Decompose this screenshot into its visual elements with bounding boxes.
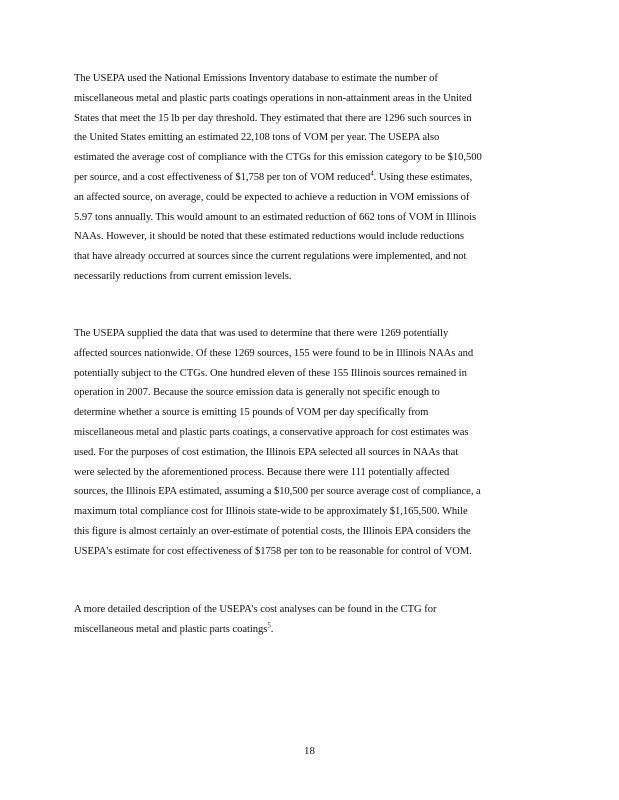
text-line-tail: . xyxy=(270,623,274,635)
text-line: estimated the average cost of compliance with the CTGs for this emission category to be $10,500 xyxy=(74,152,482,164)
text-line-tail: . Using these estimates, xyxy=(373,171,473,183)
text-line: The USEPA used the National Emissions Inventory database to estimate the number of xyxy=(74,73,438,84)
text-line: States that meet the 15 lb per day threshold. They estimated that there are 1296 such sources in xyxy=(74,112,472,124)
text-line: maximum total compliance cost for Illinois state-wide to be approximately $1,165,500. While xyxy=(74,506,468,518)
text-line: that have already occurred at sources since the current regulations were implemented, and not xyxy=(74,251,467,263)
text-line: miscellaneous metal and plastic parts coatings, a conservative approach for cost estimates was xyxy=(74,426,469,438)
text-line-head: miscellaneous metal and plastic parts coatings xyxy=(74,623,268,635)
paragraph-illinois-sources xyxy=(74,324,550,562)
text-line: NAAs. However, it should be noted that these estimated reductions would include reductions xyxy=(74,231,464,243)
paragraph-cost-estimates xyxy=(74,69,550,287)
text-line: this figure is almost certainly an over-estimate of potential costs, the Illinois EPA considers the xyxy=(74,525,471,537)
text-line: 5.97 tons annually. This would amount to an estimated reduction of 662 tons of VOM in Illinois xyxy=(74,211,477,223)
text-line: affected sources nationwide. Of these 1269 sources, 155 were found to be in Illinois NAAs and xyxy=(74,347,474,359)
paragraph-ctg-reference xyxy=(74,600,550,640)
text-line xyxy=(74,620,550,640)
page-number: 18 xyxy=(304,745,315,757)
text-line: the United States emitting an estimated 22,108 tons of VOM per year. The USEPA also xyxy=(74,132,440,144)
text-line xyxy=(74,168,550,188)
text-line: an affected source, on average, could be expected to achieve a reduction in VOM emissions of xyxy=(74,191,470,203)
text-line: necessarily reductions from current emission levels. xyxy=(74,270,292,282)
text-line: The USEPA supplied the data that was used to determine that there were 1269 potentially xyxy=(74,328,449,339)
footnote-reference: 4 xyxy=(370,169,374,178)
text-line: USEPA's estimate for cost effectiveness of $1758 per ton to be reasonable for control of VOM. xyxy=(74,545,472,557)
text-line: used. For the purposes of cost estimation, the Illinois EPA selected all sources in NAAs that xyxy=(74,446,459,458)
text-line: potentially subject to the CTGs. One hundred eleven of these 155 Illinois sources remained in xyxy=(74,367,467,379)
text-line: determine whether a source is emitting 15 pounds of VOM per day specifically from xyxy=(74,407,429,419)
text-line: A more detailed description of the USEPA's cost analyses can be found in the CTG for xyxy=(74,604,437,615)
text-line: were selected by the aforementioned process. Because there were 111 potentially affected xyxy=(74,466,450,478)
text-line: sources, the Illinois EPA estimated, assuming a $10,500 per source average cost of compliance, a xyxy=(74,486,481,498)
text-line: miscellaneous metal and plastic parts coatings operations in non-attainment areas in the United xyxy=(74,92,472,104)
footnote-reference: 5 xyxy=(267,621,271,630)
text-line: operation in 2007. Because the source emission data is generally not specific enough to xyxy=(74,387,440,399)
text-line-head: per source, and a cost effectiveness of $1,758 per ton of VOM reduced xyxy=(74,171,371,183)
